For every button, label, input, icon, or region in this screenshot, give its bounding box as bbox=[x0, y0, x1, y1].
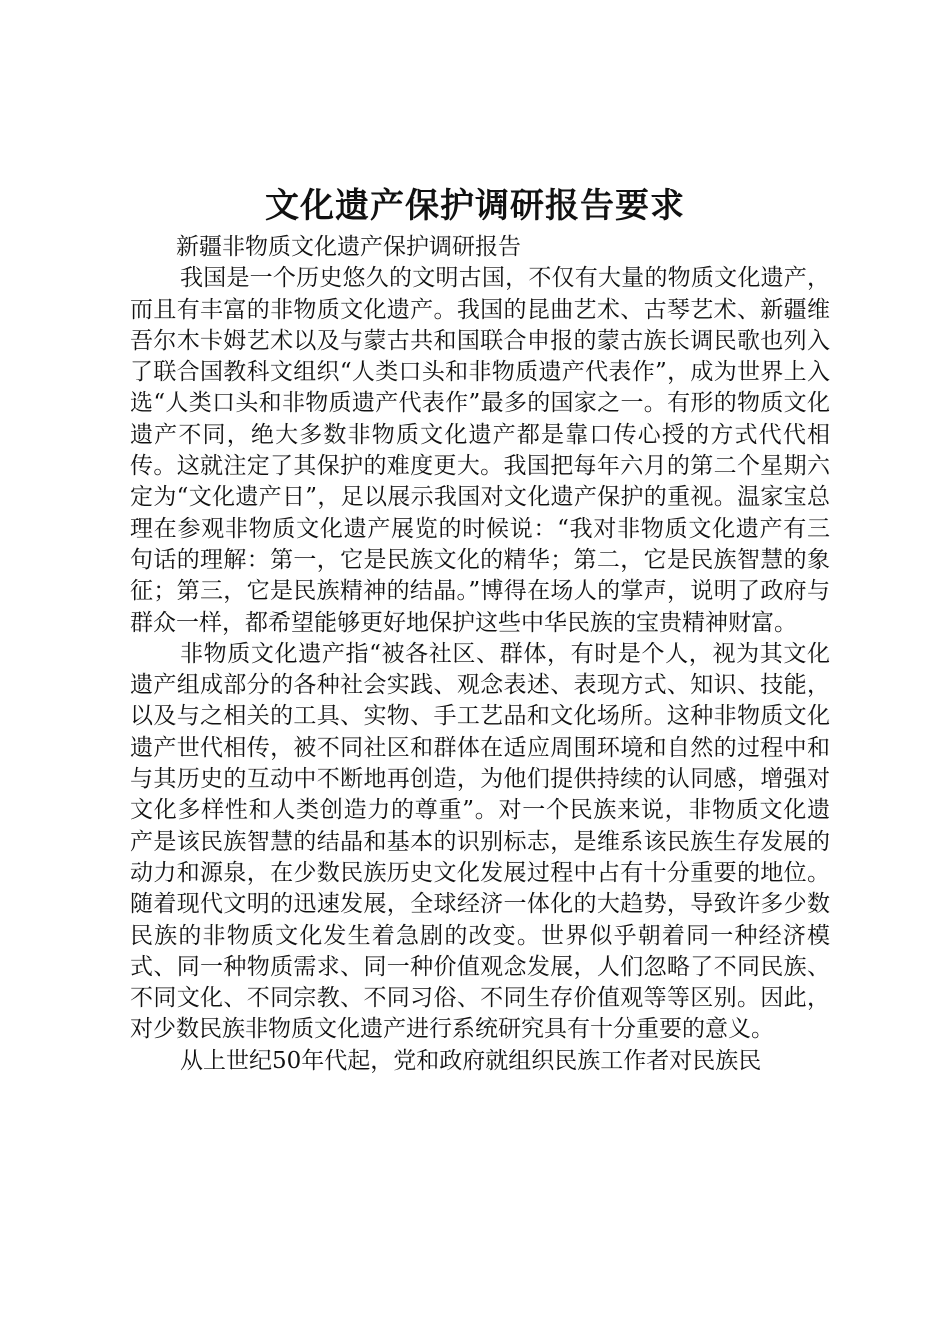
body-paragraph-1: 我国是一个历史悠久的文明古国，不仅有大量的物质文化遗产，而且有丰富的非物质文化遗产。我国的昆曲艺术、古琴艺术、新疆维吾尔木卡姆艺术以及与蒙古共和国联合申报的蒙古族长调民歌也列入了联合国教科文组织“人类口头和非物质遗产代表作”，成为世界上入选“人类口头和非物质遗产代表作”最多的国家之一。有形的物质文化遗产不同，绝大多数非物质文化遗产都是靠口传心授的方式代代相传。这就注定了其保护的难度更大。我国把每年六月的第二个星期六定为“文化遗产日”，足以展示我国对文化遗产保护的重视。温家宝总理在参观非物质文化遗产展览的时候说：“我对非物质文化遗产有三句话的理解：第一，它是民族文化的精华；第二，它是民族智慧的象征；第三，它是民族精神的结晶。”博得在场人的掌声，说明了政府与群众一样，都希望能够更好地保护这些中华民族的宝贵精神财富。 bbox=[130, 265, 830, 636]
document-body bbox=[130, 232, 830, 1077]
document-title: 文化遗产保护调研报告要求 bbox=[265, 186, 685, 226]
body-paragraph-2: 非物质文化遗产指“被各社区、群体，有时是个人，视为其文化遗产组成部分的各种社会实践、观念表述、表现方式、知识、技能，以及与之相关的工具、实物、手工艺品和文化场所。这种非物质文化遗产世代相传，被不同社区和群体在适应周围环境和自然的过程中和与其历史的互动中不断地再创造，为他们提供持续的认同感，增强对文化多样性和人类创造力的尊重”。对一个民族来说，非物质文化遗产是该民族智慧的结晶和基本的识别标志，是维系该民族生存发展的动力和源泉，在少数民族历史文化发展过程中占有十分重要的地位。随着现代文明的迅速发展，全球经济一体化的大趋势，导致许多少数民族的非物质文化发生着急剧的改变。世界似乎朝着同一种经济模式、同一种物质需求、同一种价值观念发展，人们忽略了不同民族、不同文化、不同宗教、不同习俗、不同生存价值观等等区别。因此，对少数民族非物质文化遗产进行系统研究具有十分重要的意义。 bbox=[130, 640, 830, 1043]
document-subtitle: 新疆非物质文化遗产保护调研报告 bbox=[176, 234, 521, 260]
body-paragraph-3: 从上世纪50年代起，党和政府就组织民族工作者对民族民 bbox=[180, 1047, 762, 1074]
